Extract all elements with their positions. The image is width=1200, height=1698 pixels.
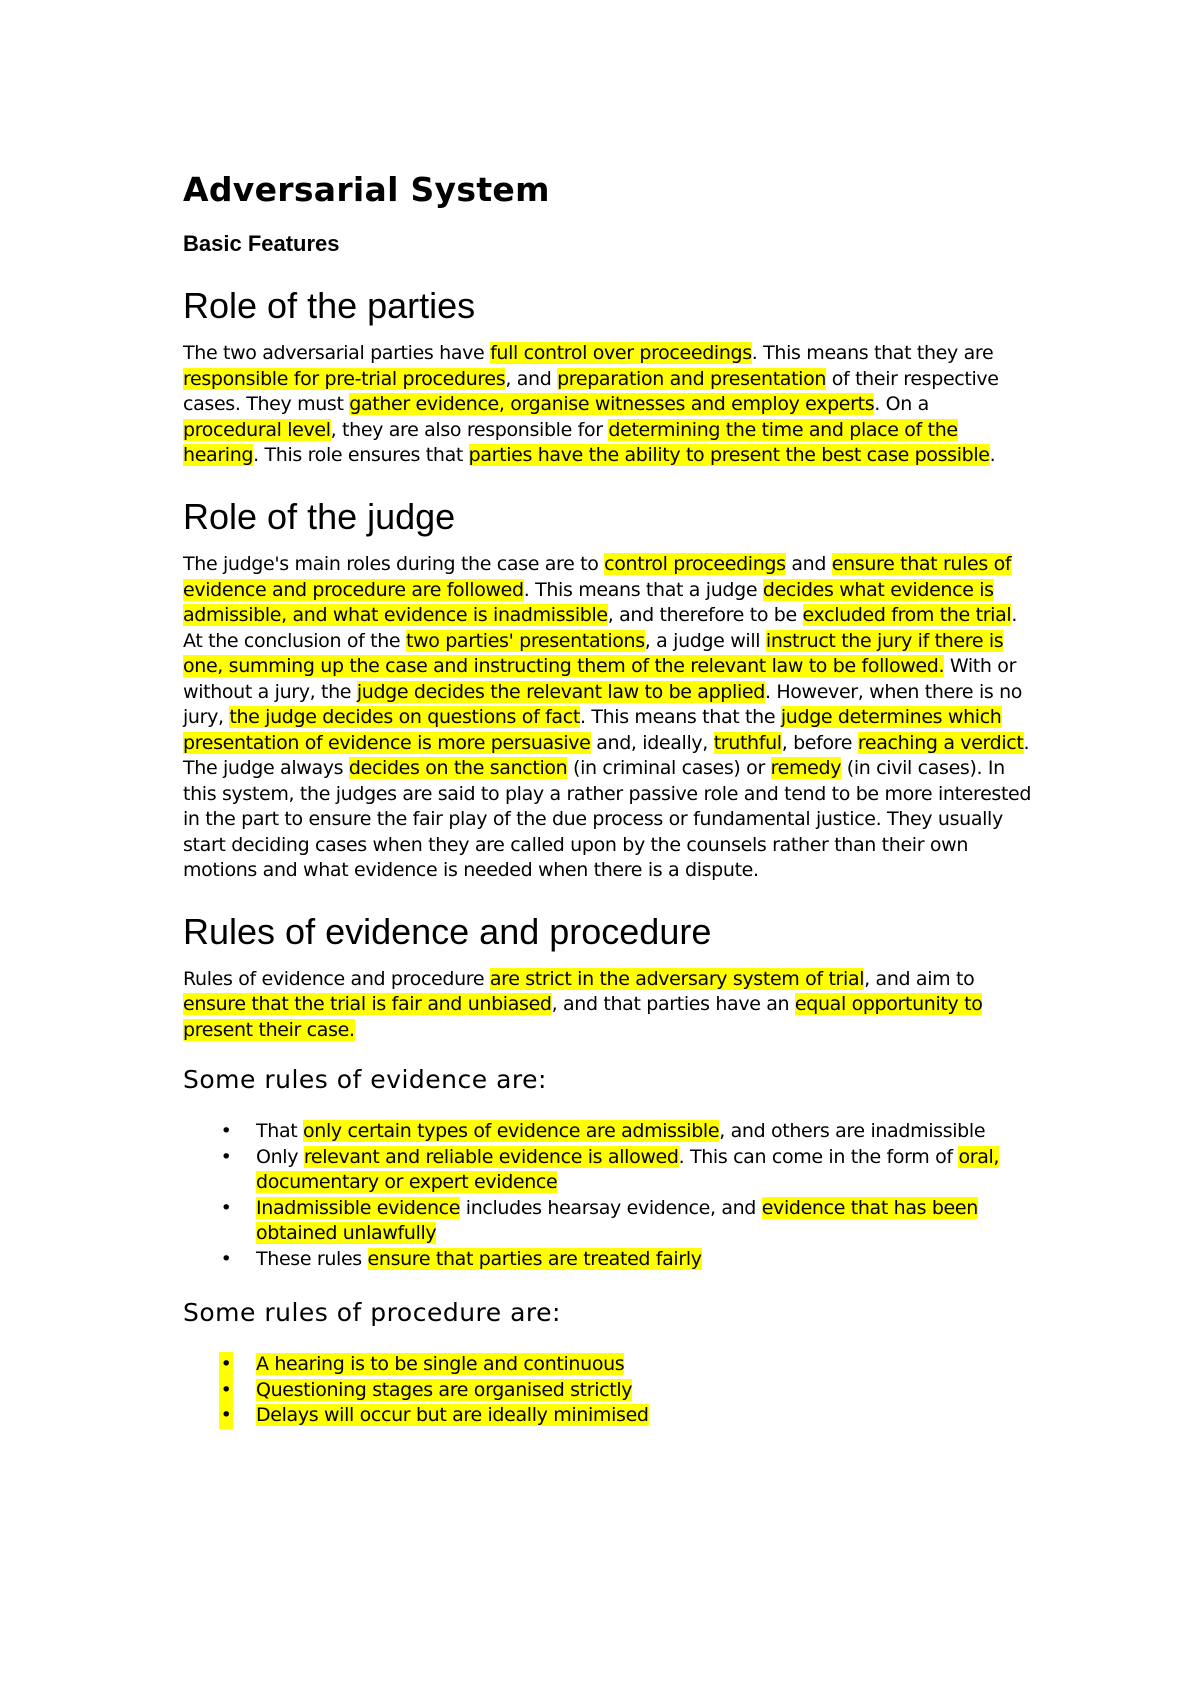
highlighted-text: full control over proceedings	[490, 342, 752, 365]
highlighted-text: two parties' presentations	[405, 629, 645, 652]
text-run: . This means that the	[579, 706, 781, 729]
highlighted-text: parties have the ability to present the best case possible	[468, 444, 990, 467]
text-run: . This means that they are	[751, 342, 994, 365]
text-run: , before	[781, 731, 858, 754]
highlighted-text: reaching a verdict	[857, 731, 1024, 754]
text-run: These rules	[256, 1247, 368, 1270]
highlighted-text: gather evidence, organise witnesses and employ experts	[349, 393, 875, 416]
text-run: includes hearsay evidence, and	[460, 1196, 762, 1219]
highlighted-text: decides what evidence is admissible, and what evidence is inadmissible	[183, 578, 994, 627]
text-run: Rules of evidence and procedure	[183, 967, 490, 990]
section-paragraph-rules	[183, 967, 1033, 1044]
text-run: . This role ensures that	[253, 444, 469, 467]
bullet-icon: •	[220, 1196, 232, 1219]
highlighted-text: truthful	[713, 731, 782, 754]
text-run: of their respective cases. They must	[183, 367, 999, 416]
highlighted-text: responsible for pre-trial procedures	[183, 367, 506, 390]
list-item	[183, 1378, 1033, 1404]
text-run: , they are also responsible for	[330, 418, 609, 441]
text-run: , and others are inadmissible	[719, 1120, 986, 1143]
highlighted-text: remedy	[770, 757, 842, 780]
text-run: , and that parties have an	[551, 993, 795, 1016]
highlighted-text: Delays will occur but are ideally minimised	[256, 1404, 649, 1427]
section-heading-rules: Rules of evidence and procedure	[183, 910, 712, 952]
evidence-rules-list	[183, 1119, 1033, 1272]
text-run: . The judge always	[183, 731, 1030, 780]
text-run: (in criminal cases) or	[567, 757, 771, 780]
highlighted-text: control proceedings	[604, 553, 786, 576]
highlighted-text: procedural level	[183, 418, 331, 441]
highlighted-text: relevant and reliable evidence is allowed	[303, 1145, 679, 1168]
highlighted-text: decides on the sanction	[348, 757, 568, 780]
highlighted-text: Questioning stages are organised strictly	[256, 1378, 633, 1401]
text-run: , and aim to	[864, 967, 975, 990]
highlighted-text: excluded from the trial	[802, 604, 1012, 627]
evidence-rules-heading: Some rules of evidence are:	[183, 1065, 547, 1095]
highlighted-text: ensure that rules of evidence and procedure are followed	[183, 553, 1012, 601]
highlighted-text: ensure that parties are treated fairly	[367, 1247, 702, 1270]
bullet-icon: •	[219, 1352, 233, 1378]
highlighted-text: only certain types of evidence are admissible	[303, 1120, 720, 1143]
bullet-icon: •	[220, 1120, 232, 1143]
highlighted-text: oral, documentary or expert evidence	[256, 1145, 1000, 1194]
text-run: . This means that a judge	[523, 578, 763, 601]
section-paragraph-role-of-parties	[183, 341, 1033, 469]
text-run: . At the conclusion of the	[183, 604, 1018, 652]
document-subtitle: Basic Features	[183, 230, 340, 256]
text-run: and	[785, 553, 832, 576]
highlighted-text: the judge decides on questions of fact	[229, 706, 580, 729]
text-run: That	[256, 1120, 304, 1143]
section-paragraph-role-of-judge	[183, 552, 1033, 884]
text-run: and, ideally,	[590, 731, 714, 754]
document-title: Adversarial System	[183, 170, 550, 209]
procedure-rules-heading: Some rules of procedure are:	[183, 1298, 561, 1328]
section-heading-role-of-parties: Role of the parties	[183, 285, 476, 327]
highlighted-text: Inadmissible evidence	[256, 1196, 461, 1219]
highlighted-text: preparation and presentation	[557, 367, 827, 390]
highlighted-text: A hearing is to be single and continuous	[256, 1353, 625, 1376]
text-run: (in civil cases). In this system, the judges are said to play a rather passive role and tend to be more interested in the part to ensure the fair play of the due process or fundamental justice. They usually start deciding cases when they are called upon by the counsels rather than their own motions and what evidence is needed when there is a dispute.	[183, 757, 1032, 882]
text-run: , a judge will	[644, 629, 766, 652]
text-run: With or without a jury, the	[183, 655, 1017, 703]
document-content	[183, 170, 1033, 1429]
highlighted-text: ensure that the trial is fair and unbiased	[183, 993, 552, 1016]
text-run: , and therefore to be	[607, 604, 803, 627]
list-item	[183, 1145, 1033, 1196]
highlighted-text: equal opportunity to present their case.	[183, 993, 983, 1041]
list-item	[183, 1196, 1033, 1247]
text-run: Only	[256, 1145, 304, 1168]
list-item	[183, 1247, 1033, 1273]
highlighted-text: judge decides the relevant law to be applied	[356, 680, 765, 703]
highlighted-text: determining the time and place of the hearing	[183, 418, 958, 467]
text-run: .	[989, 444, 996, 467]
bullet-icon: •	[219, 1378, 233, 1404]
text-run: . However, when there is no jury,	[183, 680, 1023, 729]
text-run: The judge's main roles during the case are to	[183, 553, 605, 576]
bullet-icon: •	[220, 1247, 232, 1270]
text-run: The two adversarial parties have	[183, 342, 491, 365]
text-run: . On a	[874, 393, 929, 416]
highlighted-text: are strict in the adversary system of trial	[489, 967, 865, 990]
bullet-icon: •	[220, 1145, 232, 1168]
text-run: , and	[505, 367, 558, 390]
highlighted-text: instruct the jury if there is one, summing up the case and instructing them of the relevant law to be followed.	[183, 629, 1004, 678]
text-run: . This can come in the form of	[678, 1145, 959, 1168]
section-heading-role-of-judge: Role of the judge	[183, 495, 456, 537]
procedure-rules-list	[183, 1352, 1033, 1429]
highlighted-text: evidence that has been obtained unlawfully	[256, 1196, 978, 1245]
highlighted-text: judge determines which presentation of evidence is more persuasive	[183, 706, 1002, 754]
list-item	[183, 1403, 1033, 1429]
list-item	[183, 1119, 1033, 1145]
list-item	[183, 1352, 1033, 1378]
bullet-icon: •	[219, 1403, 233, 1429]
